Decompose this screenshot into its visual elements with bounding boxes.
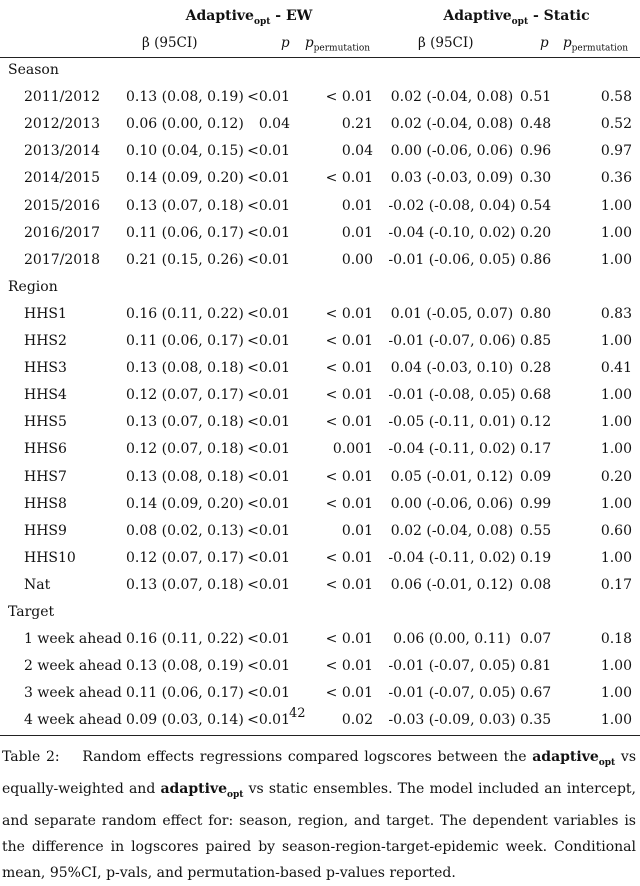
p-static: 0.54 <box>520 197 552 214</box>
p-ew: <0.01 <box>247 658 290 675</box>
beta-ew: 0.14 (0.09, 0.20) <box>126 495 244 512</box>
row-label: 2011/2012 <box>24 89 100 106</box>
row-label: 1 week ahead <box>24 631 122 648</box>
table-row <box>0 707 640 734</box>
p-ew: <0.01 <box>247 305 290 322</box>
bottom-rule <box>0 735 640 736</box>
col-pperm-static-sub: permutation <box>571 43 629 54</box>
row-label: 2 week ahead <box>24 658 122 675</box>
beta-ew: 0.10 (0.04, 0.15) <box>126 143 244 160</box>
pperm-static: 1.00 <box>600 224 632 241</box>
beta-static: 0.02 (-0.04, 0.08) <box>390 522 514 539</box>
table-row <box>0 653 640 680</box>
pperm-static: 0.83 <box>600 305 632 322</box>
p-ew: <0.01 <box>247 387 290 404</box>
header-static-main: Adaptive <box>443 8 512 24</box>
caption-bold-2 <box>160 780 244 800</box>
beta-static: -0.01 (-0.07, 0.05) <box>388 685 516 702</box>
group-label: Target <box>8 604 55 620</box>
p-static: 0.35 <box>520 712 552 729</box>
pperm-ew: 0.001 <box>332 441 373 458</box>
p-ew: <0.01 <box>247 522 290 539</box>
pperm-ew: 0.00 <box>341 251 373 268</box>
beta-static: -0.02 (-0.08, 0.04) <box>388 197 516 214</box>
p-ew: <0.01 <box>247 631 290 648</box>
p-static: 0.85 <box>520 333 552 349</box>
beta-ew: 0.09 (0.03, 0.14) <box>126 712 244 729</box>
group-label: Region <box>8 278 58 295</box>
beta-ew: 0.13 (0.07, 0.18) <box>126 576 244 593</box>
header-ew-sub: opt <box>253 16 271 27</box>
p-static: 0.12 <box>520 414 552 431</box>
table-row <box>0 84 640 111</box>
caption-bold-2-sub: opt <box>227 789 244 800</box>
row-label: HHS2 <box>24 333 67 349</box>
pperm-static: 1.00 <box>600 549 632 566</box>
row-label: HHS6 <box>24 441 67 458</box>
pperm-ew: 0.01 <box>341 197 373 214</box>
table-row <box>0 138 640 165</box>
beta-static: 0.03 (-0.03, 0.09) <box>390 170 514 187</box>
pperm-ew: < 0.01 <box>325 549 373 566</box>
pperm-static: 0.20 <box>600 468 632 485</box>
row-label: HHS1 <box>24 305 67 322</box>
beta-static: 0.02 (-0.04, 0.08) <box>390 89 514 106</box>
p-static: 0.19 <box>520 549 552 566</box>
pperm-static: 0.58 <box>600 89 632 106</box>
beta-ew: 0.13 (0.07, 0.18) <box>126 197 244 214</box>
p-static: 0.55 <box>520 522 552 539</box>
beta-static: -0.01 (-0.08, 0.05) <box>388 387 516 404</box>
col-p-static <box>540 31 549 55</box>
caption-text-3: vs static ensembles. The model included an intercept, and separate random effect for: season, region, and target. The dependent variables is the difference in logscores paired by season-region-target-epidemic week. Conditional mean, 95%CI, p-vals, and permutation-based p-values reported. <box>2 780 637 881</box>
beta-ew: 0.12 (0.07, 0.17) <box>126 549 244 566</box>
pperm-static: 0.18 <box>600 631 632 648</box>
pperm-ew: 0.04 <box>341 143 373 160</box>
group-label: Season <box>8 62 59 78</box>
beta-ew: 0.16 (0.11, 0.22) <box>126 631 244 648</box>
header-ew-suffix: - EW <box>270 8 313 24</box>
pperm-ew: < 0.01 <box>325 170 373 187</box>
beta-ew: 0.16 (0.11, 0.22) <box>126 305 244 322</box>
p-static: 0.20 <box>520 224 552 241</box>
caption-label: Table 2: <box>2 749 60 765</box>
table-caption <box>2 744 636 886</box>
beta-ew: 0.06 (0.00, 0.12) <box>126 116 244 133</box>
row-label: 2017/2018 <box>24 251 100 268</box>
p-ew: <0.01 <box>247 143 290 160</box>
p-static: 0.96 <box>520 143 552 160</box>
table-row <box>0 355 640 382</box>
row-label: 2014/2015 <box>24 170 100 187</box>
beta-static: 0.00 (-0.06, 0.06) <box>390 495 514 512</box>
caption-text-1: Random effects regressions compared logscores between the <box>82 749 527 765</box>
p-ew: <0.01 <box>247 251 290 268</box>
table-row <box>0 409 640 436</box>
p-ew: <0.01 <box>247 712 290 729</box>
header-ew-main: Adaptive <box>185 8 254 24</box>
caption-bold-2-main: adaptive <box>160 780 227 797</box>
pperm-static: 0.97 <box>600 143 632 160</box>
p-ew: <0.01 <box>247 89 290 106</box>
pperm-static: 0.60 <box>600 522 632 539</box>
caption-bold-1 <box>532 749 616 768</box>
row-label: HHS9 <box>24 522 67 539</box>
pperm-ew: < 0.01 <box>325 658 373 675</box>
beta-ew: 0.13 (0.07, 0.18) <box>126 414 244 431</box>
row-label: 2016/2017 <box>24 224 100 241</box>
header-static-sub: opt <box>511 16 529 27</box>
pperm-static: 0.17 <box>600 576 632 593</box>
pperm-static: 1.00 <box>600 197 632 214</box>
table-row <box>0 301 640 328</box>
row-label: 3 week ahead <box>24 685 122 702</box>
header-static-suffix: - Static <box>528 8 590 24</box>
col-pperm-ew-sub: permutation <box>313 43 371 54</box>
p-static: 0.17 <box>520 441 552 458</box>
pperm-static: 1.00 <box>600 414 632 431</box>
p-static: 0.51 <box>520 89 552 106</box>
pperm-ew: 0.01 <box>341 522 373 539</box>
pperm-ew: < 0.01 <box>325 495 373 512</box>
row-label: HHS8 <box>24 495 67 512</box>
beta-ew: 0.14 (0.09, 0.20) <box>126 170 244 187</box>
pperm-static: 1.00 <box>600 387 632 404</box>
pperm-ew: < 0.01 <box>325 576 373 593</box>
col-p-ew <box>281 31 290 55</box>
group-header <box>0 57 640 84</box>
table-row <box>0 111 640 138</box>
p-static: 0.28 <box>520 360 552 377</box>
pperm-static: 1.00 <box>600 658 632 675</box>
beta-static: -0.04 (-0.11, 0.02) <box>388 549 516 566</box>
p-static: 0.08 <box>520 576 552 593</box>
col-p-ew-label: p <box>281 35 290 51</box>
table-row <box>0 491 640 518</box>
pperm-ew: < 0.01 <box>325 89 373 106</box>
pperm-static: 0.41 <box>600 360 632 377</box>
pperm-static: 1.00 <box>600 495 632 512</box>
caption-text-2: vs equally-weighted and <box>2 749 636 797</box>
p-static: 0.67 <box>520 685 552 702</box>
p-static: 0.80 <box>520 305 552 322</box>
beta-static: -0.01 (-0.06, 0.05) <box>388 251 516 268</box>
row-label: 2013/2014 <box>24 143 100 160</box>
p-static: 0.81 <box>520 658 552 675</box>
beta-ew: 0.21 (0.15, 0.26) <box>126 251 244 268</box>
beta-ew: 0.11 (0.06, 0.17) <box>126 333 244 349</box>
pperm-ew: 0.21 <box>341 116 373 133</box>
pperm-ew: 0.01 <box>341 224 373 241</box>
beta-static: -0.01 (-0.07, 0.06) <box>388 333 516 349</box>
beta-ew: 0.13 (0.08, 0.18) <box>126 360 244 377</box>
p-ew: 0.04 <box>258 116 290 133</box>
page-number: 42 <box>289 706 306 721</box>
row-label: Nat <box>24 576 51 593</box>
table-row <box>0 626 640 653</box>
p-ew: <0.01 <box>247 468 290 485</box>
table-row <box>0 680 640 707</box>
beta-ew: 0.11 (0.06, 0.17) <box>126 224 244 241</box>
group-header <box>0 274 640 301</box>
table-row <box>0 247 640 274</box>
p-ew: <0.01 <box>247 197 290 214</box>
col-pperm-static-main: p <box>563 35 572 51</box>
beta-static: -0.04 (-0.10, 0.02) <box>388 224 516 241</box>
beta-static: 0.01 (-0.05, 0.07) <box>390 305 514 322</box>
table-row <box>0 572 640 599</box>
p-ew: <0.01 <box>247 549 290 566</box>
p-static: 0.86 <box>520 251 552 268</box>
table-row <box>0 165 640 192</box>
pperm-ew: < 0.01 <box>325 631 373 648</box>
pperm-ew: < 0.01 <box>325 360 373 377</box>
beta-static: 0.02 (-0.04, 0.08) <box>390 116 514 133</box>
p-static: 0.48 <box>520 116 552 133</box>
beta-static: 0.05 (-0.01, 0.12) <box>390 468 514 485</box>
beta-static: 0.06 (0.00, 0.11) <box>393 631 511 648</box>
col-pperm-ew <box>305 31 370 55</box>
pperm-ew: < 0.01 <box>325 387 373 404</box>
pperm-ew: 0.02 <box>341 712 373 729</box>
col-pperm-static <box>563 31 628 55</box>
p-ew: <0.01 <box>247 441 290 458</box>
beta-ew: 0.13 (0.08, 0.19) <box>126 89 244 106</box>
beta-static: -0.03 (-0.09, 0.03) <box>388 712 516 729</box>
col-p-static-label: p <box>540 35 549 51</box>
caption-bold-1-main: adaptive <box>532 749 599 765</box>
p-ew: <0.01 <box>247 170 290 187</box>
row-label: HHS3 <box>24 360 67 377</box>
row-label: HHS7 <box>24 468 67 485</box>
table-row <box>0 545 640 572</box>
beta-ew: 0.12 (0.07, 0.17) <box>126 387 244 404</box>
table-row <box>0 382 640 409</box>
beta-static: 0.04 (-0.03, 0.10) <box>390 360 514 377</box>
beta-ew: 0.13 (0.08, 0.18) <box>126 468 244 485</box>
caption-bold-1-sub: opt <box>598 757 616 768</box>
row-label: 2012/2013 <box>24 116 100 133</box>
pperm-ew: < 0.01 <box>325 685 373 702</box>
table-row <box>0 518 640 545</box>
row-label: HHS5 <box>24 414 67 431</box>
row-label: HHS10 <box>24 549 76 566</box>
col-beta-ew <box>142 31 197 55</box>
beta-ew: 0.12 (0.07, 0.18) <box>126 441 244 458</box>
col-beta-ew-label: β (95CI) <box>142 35 198 51</box>
pperm-static: 0.36 <box>600 170 632 187</box>
col-beta-static <box>418 31 473 55</box>
p-static: 0.99 <box>520 495 552 512</box>
pperm-static: 1.00 <box>600 441 632 458</box>
pperm-ew: < 0.01 <box>325 414 373 431</box>
table-row <box>0 328 640 355</box>
p-ew: <0.01 <box>247 333 290 349</box>
pperm-ew: < 0.01 <box>325 305 373 322</box>
row-label: 2015/2016 <box>24 197 100 214</box>
row-label: HHS4 <box>24 387 67 404</box>
pperm-static: 1.00 <box>600 685 632 702</box>
pperm-static: 1.00 <box>600 712 632 729</box>
p-ew: <0.01 <box>247 685 290 702</box>
header-adaptive-static <box>393 4 640 28</box>
header-adaptive-ew <box>118 4 380 28</box>
col-pperm-ew-main: p <box>305 35 314 51</box>
p-ew: <0.01 <box>247 360 290 377</box>
row-label: 4 week ahead <box>24 712 122 729</box>
pperm-ew: < 0.01 <box>325 468 373 485</box>
beta-static: -0.05 (-0.11, 0.01) <box>388 414 516 431</box>
col-beta-static-label: β (95CI) <box>418 35 474 51</box>
table-row <box>0 193 640 220</box>
beta-ew: 0.11 (0.06, 0.17) <box>126 685 244 702</box>
p-static: 0.30 <box>520 170 552 187</box>
p-ew: <0.01 <box>247 576 290 593</box>
beta-ew: 0.08 (0.02, 0.13) <box>126 522 244 539</box>
p-static: 0.68 <box>520 387 552 404</box>
table-row <box>0 220 640 247</box>
p-ew: <0.01 <box>247 414 290 431</box>
beta-static: -0.01 (-0.07, 0.05) <box>388 658 516 675</box>
beta-static: 0.00 (-0.06, 0.06) <box>390 143 514 160</box>
p-static: 0.07 <box>520 631 552 648</box>
p-static: 0.09 <box>520 468 552 485</box>
table-row <box>0 436 640 463</box>
p-ew: <0.01 <box>247 495 290 512</box>
pperm-static: 1.00 <box>600 333 632 349</box>
pperm-ew: < 0.01 <box>325 333 373 349</box>
pperm-static: 0.52 <box>600 116 632 133</box>
group-header <box>0 599 640 626</box>
pperm-static: 1.00 <box>600 251 632 268</box>
beta-ew: 0.13 (0.08, 0.19) <box>126 658 244 675</box>
beta-static: 0.06 (-0.01, 0.12) <box>390 576 514 593</box>
p-ew: <0.01 <box>247 224 290 241</box>
table-row <box>0 464 640 491</box>
beta-static: -0.04 (-0.11, 0.02) <box>388 441 516 458</box>
